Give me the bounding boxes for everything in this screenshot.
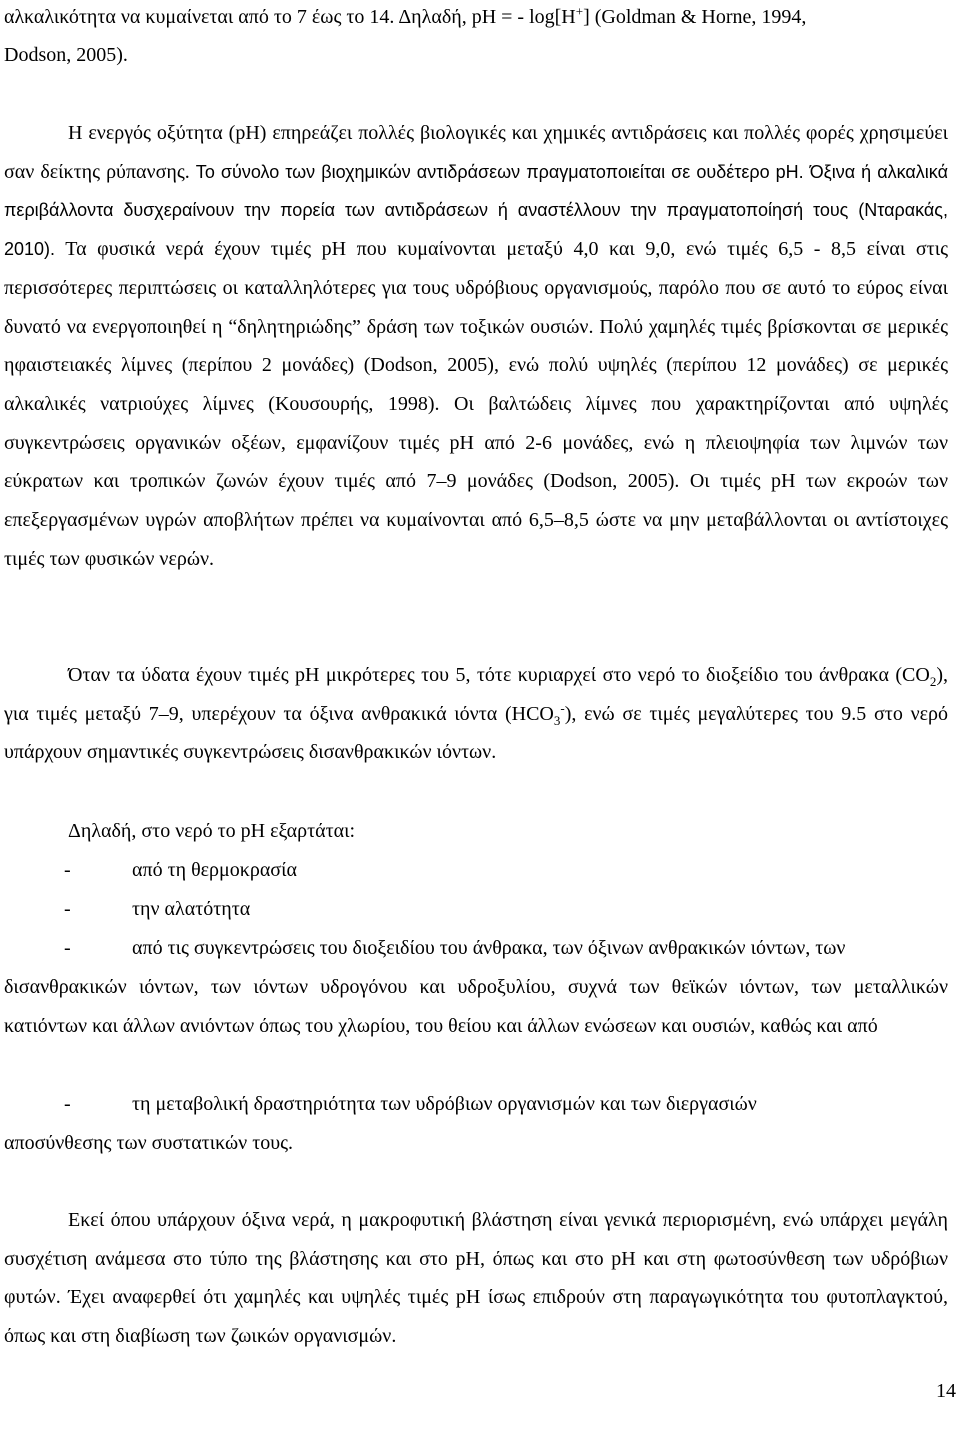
text-span: Τα φυσικά νερά έχουν τιμές pH που κυμαίνονται μεταξύ 4,0 και 9,0, ενώ τιμές 6,5 - 8,5 είναι στις περισσότερες περιπτώσεις οι καταλληλότερες για τους υδρόβιους οργανισμούς, παρόλο που σε αυτό το εύρος είναι δυνατό να ενεργοποιηθεί η “δηλητηριώδης” δράση των τοξικών ουσιών. [4,238,948,338]
text-span: αλκαλικότητα να κυμαίνεται από το 7 έως το 14. Δηλαδή, pH = - log[H [4,6,576,28]
page-number: 14 [936,1380,956,1402]
superscript: - [560,700,565,716]
list-intro: Δηλαδή, στο νερό το pH εξαρτάται: [68,820,356,842]
list-item [4,1085,948,1123]
text-span: Η ενεργός οξύτητα (pH) επηρεάζει πολλές βιολογικές και χημικές αντιδράσεις και πολλές φορές χρησιμεύει σαν δείκτης ρύπανσης. [4,122,948,183]
list-item-text: από τη θερμοκρασία [132,859,297,881]
list-item-continuation: δισανθρακικών ιόντων, των ιόντων υδρογόνου και υδροξυλίου, συχνά των θεϊκών ιόντων, των μεταλλικών κατιόντων και άλλων ανιόντων όπως του χλωρίου, του θείου και άλλων ενώσεων και ουσιών, καθώς και από [4,976,948,1037]
list-dash: - [64,898,71,920]
text-span-sans: Το σύνολο των βιοχημικών αντιδράσεων πραγματοποιείται σε ουδέτερο pH. Όξινα ή αλκαλικά περιβάλλοντα δυσχεραίνουν την πορεία των αντιδράσεων ή αναστέλλουν την πραγματοποίησή τους (Νταρακάς, 2010). [4,161,948,260]
list-item-text: τη μεταβολική δραστηριότητα των υδρόβιων οργανισμών και των διεργασιών [132,1093,757,1115]
text-span: ), για τιμές μεταξύ 7–9, υπερέχουν τα όξινα ανθρακικά ιόντα (HCO [4,664,948,725]
paragraph-1-line-2: Dodson, 2005). [4,44,128,66]
superscript: + [575,3,584,19]
list-dash: - [64,859,71,881]
list-item [4,851,948,889]
list-dash: - [64,937,71,959]
list-dash: - [64,1093,71,1115]
list-item [4,929,948,967]
subscript: 3 [553,712,561,728]
list-item-continuation: αποσύνθεσης των συστατικών τους. [4,1132,294,1154]
subscript: 2 [929,674,937,689]
list-item-text: την αλατότητα [132,898,251,920]
paragraph-1-line-1 [4,0,948,36]
text-span: Πολύ χαμηλές τιμές βρίσκονται σε μερικές ηφαιστειακές λίμνες (περίπου 2 μονάδες) (Dodson, 2005), ενώ πολύ υψηλές (περίπου 12 μονάδες) σε μερικές αλκαλικές νατριούχες λίμνες (Κουσουρής, 1998). Οι βαλτώδεις λίμνες που χαρακτηρίζονται από υψηλές συγκεντρώσεις οργανικών οξέων, εμφανίζουν τιμές pH από 2-6 μονάδες, ενώ η πλειοψηφία των λιμνών των εύκρατων και τροπικών ζωνών έχουν τιμές από 7–9 μονάδες (Dodson, 2005). Οι τιμές pH των εκροών των επεξεργασμένων υγρών αποβλήτων πρέπει να κυμαίνονται από 6,5–8,5 ώστε να μην μεταβάλλονται οι αντίστοιχες τιμές των φυσικών νερών. [4,315,948,570]
list-item-text: από τις συγκεντρώσεις του διοξειδίου του άνθρακα, των όξινων ανθρακικών ιόντων, των [132,937,846,959]
paragraph-2 [4,114,948,578]
list-item [4,890,948,928]
text-span: ] (Goldman & Horne, 1994, [583,6,807,28]
text-span: Όταν τα ύδατα έχουν τιμές pH μικρότερες του 5, τότε κυριαρχεί στο νερό το διοξείδιο του άνθρακα (CO [68,664,930,686]
text-span: ), ενώ σε τιμές μεγαλύτερες του 9.5 στο νερό υπάρχουν σημαντικές συγκεντρώσεις δισανθρακικών ιόντων. [4,702,948,764]
paragraph-4: Εκεί όπου υπάρχουν όξινα νερά, η μακροφυτική βλάστηση είναι γενικά περιορισμένη, ενώ υπάρχει μεγάλη συσχέτιση ανάμεσα στο τύπο της βλάστησης και στο pH, όπως και στο pH και στη φωτοσύνθεση των υδρόβιων φυτών. Έχει αναφερθεί ότι χαμηλές και υψηλές τιμές pH ίσως επιδρούν στη παραγωγικότητα του φυτοπλαγκτού, όπως και στη διαβίωση των ζωικών οργανισμών. [4,1209,948,1348]
paragraph-3 [4,656,948,772]
